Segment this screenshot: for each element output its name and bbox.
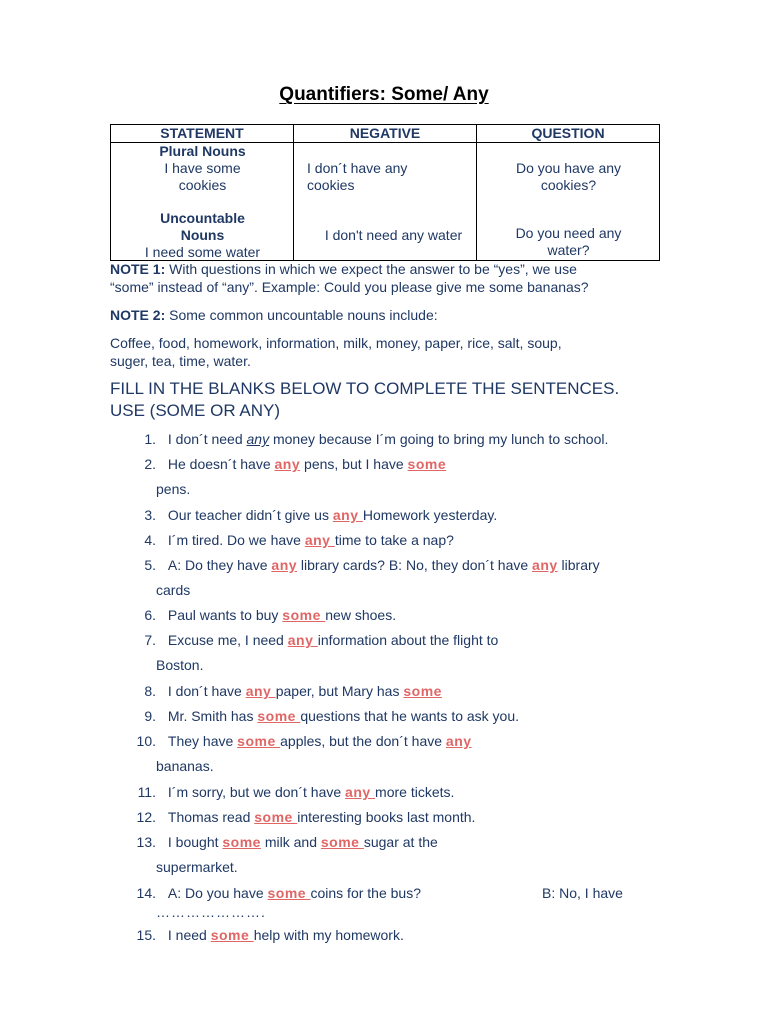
exercise-item-1	[130, 427, 660, 452]
item-text: They have	[167, 733, 238, 749]
answer-some: some	[407, 456, 447, 472]
note-1-label: NOTE 1:	[110, 261, 166, 277]
item-number: 8.	[144, 683, 156, 699]
answer-some: some	[257, 708, 301, 724]
item-text: library	[557, 557, 600, 573]
item-text: help with my homework.	[253, 927, 404, 943]
item-text: milk and	[260, 834, 321, 850]
answer-any: any	[304, 532, 335, 548]
item-text: I don´t have	[167, 683, 246, 699]
item-text: I need	[167, 927, 211, 943]
nouns-line1: Coffee, food, homework, information, milk, money, paper, rice, salt, soup,	[110, 335, 562, 351]
item-text: I´m sorry, but we don´t have	[167, 784, 346, 800]
exercise-item-12	[130, 805, 660, 830]
item-text-reply: B: No, I have	[542, 885, 623, 901]
exercise-item-4	[130, 528, 660, 553]
header-question: QUESTION	[477, 125, 660, 143]
answer-any: any	[245, 683, 276, 699]
exercise-item-6	[130, 603, 660, 628]
answer-any: any	[345, 784, 376, 800]
answer-any: any	[445, 733, 472, 749]
item-text: I don´t need	[167, 431, 247, 447]
item-text: paper, but Mary has	[275, 683, 404, 699]
item-number: 13.	[136, 834, 156, 850]
note-2-label: NOTE 2:	[110, 307, 166, 323]
negative-cell	[294, 143, 477, 261]
exercise-item-14	[130, 881, 660, 918]
quantifier-table	[110, 124, 660, 261]
item-number: 11.	[137, 784, 156, 800]
item-text: I bought	[167, 834, 223, 850]
item-text: apples, but the don´t have	[280, 733, 446, 749]
exercise-item-7	[130, 628, 660, 678]
item-text: time to take a nap?	[334, 532, 454, 548]
item-text: Homework yesterday.	[362, 507, 498, 523]
item-text: questions that he wants to ask you.	[300, 708, 520, 724]
item-number: 10.	[136, 733, 156, 749]
item-text: pens, but I have	[300, 456, 408, 472]
item-number: 9.	[144, 708, 156, 724]
exercise-item-15	[130, 923, 660, 948]
exercise-item-10	[130, 729, 660, 779]
plural-nouns-heading: Plural Nouns	[159, 143, 246, 159]
table-body-row	[111, 143, 660, 261]
item-text: sugar at the	[363, 834, 438, 850]
item-text: He doesn´t have	[167, 456, 275, 472]
answer-some: some	[222, 834, 261, 850]
item-text-continued: pens.	[156, 481, 191, 497]
item-text-continued: supermarket.	[156, 859, 238, 875]
note-1	[110, 260, 650, 296]
exercise-item-11	[130, 780, 660, 805]
item-number: 5.	[144, 557, 156, 573]
statement-cell	[111, 143, 294, 261]
answer-any: any	[332, 507, 363, 523]
negative-example-water: I don't need any water	[324, 227, 463, 243]
header-statement: STATEMENT	[111, 125, 294, 143]
item-text: coins for the bus?	[310, 885, 421, 901]
question-cell	[477, 143, 660, 261]
item-text: library cards? B: No, they don´t have	[297, 557, 533, 573]
answer-any: any	[274, 456, 301, 472]
item-text: Mr. Smith has	[167, 708, 258, 724]
item-text: I´m tired. Do we have	[167, 532, 305, 548]
item-text: A: Do they have	[167, 557, 272, 573]
question-example1-line1: Do you have any	[515, 160, 622, 176]
question-example2-line1: Do you need any	[515, 225, 622, 241]
item-text: new shoes.	[325, 607, 397, 623]
item-text: money because I´m going to bring my lunch to school.	[269, 431, 609, 447]
item-text: information about the flight to	[317, 632, 499, 648]
negative-example-line1: I don´t have any	[307, 160, 408, 176]
exercise-heading-line1: FILL IN THE BLANKS BELOW TO COMPLETE THE SENTENCES.	[110, 379, 620, 398]
exercise-item-2	[130, 452, 660, 502]
item-text: more tickets.	[375, 784, 455, 800]
item-number: 14.	[136, 885, 156, 901]
answer-some: some	[237, 733, 281, 749]
exercise-heading	[110, 378, 670, 422]
item-text: Thomas read	[167, 809, 255, 825]
answer-some: some	[282, 607, 326, 623]
exercise-item-5	[130, 553, 660, 603]
item-number: 15.	[136, 927, 156, 943]
exercise-item-3	[130, 503, 660, 528]
item-number: 2.	[144, 456, 156, 472]
note-2-text: Some common uncountable nouns include:	[165, 307, 438, 323]
plural-example-line1: I have some	[164, 160, 241, 176]
exercise-item-9	[130, 704, 660, 729]
answer-any: any	[271, 557, 298, 573]
answer-some: some	[254, 809, 298, 825]
uncountable-heading-line1: Uncountable	[160, 210, 245, 226]
answer-some: some	[320, 834, 364, 850]
question-example2-line2: water?	[547, 242, 590, 258]
exercise-heading-line2: USE (SOME OR ANY)	[110, 401, 281, 420]
note-1-line1: With questions in which we expect the answer to be “yes”, we use	[165, 261, 577, 277]
table-header-row	[111, 125, 660, 143]
answer-some: some	[210, 927, 254, 943]
nouns-line2: suger, tea, time, water.	[110, 353, 251, 369]
header-negative: NEGATIVE	[294, 125, 477, 143]
item-text: A: Do you have	[167, 885, 268, 901]
answer-any: any	[532, 557, 558, 573]
example-answer: any	[246, 431, 270, 447]
answer-some: some	[403, 683, 442, 699]
negative-example-line2: cookies	[307, 177, 355, 193]
exercise-item-13	[130, 830, 660, 880]
exercise-item-8	[130, 679, 660, 704]
uncountable-nouns-list	[110, 334, 650, 370]
item-text: Paul wants to buy	[167, 607, 283, 623]
uncountable-heading-line2: Nouns	[180, 227, 225, 243]
item-number: 1.	[144, 431, 156, 447]
item-number: 3.	[144, 507, 156, 523]
item-text: interesting books last month.	[297, 809, 476, 825]
item-text-continued: Boston.	[156, 657, 204, 673]
plural-example-line2: cookies	[178, 177, 227, 193]
answer-some: some	[267, 885, 311, 901]
item-number: 12.	[136, 809, 156, 825]
item-number: 6.	[144, 607, 156, 623]
page-title: Quantifiers: Some/ Any	[279, 84, 489, 105]
item-text: Excuse me, I need	[167, 632, 288, 648]
note-1-line2: “some” instead of “any”. Example: Could you please give me some bananas?	[110, 279, 589, 295]
answer-any: any	[287, 632, 318, 648]
uncountable-example: I need some water	[144, 244, 261, 260]
question-example1-line2: cookies?	[540, 177, 597, 193]
item-text-continued: cards	[156, 582, 191, 598]
item-text-continued: bananas.	[156, 758, 214, 774]
item-text: Our teacher didn´t give us	[167, 507, 333, 523]
item-number: 4.	[144, 532, 156, 548]
note-2	[110, 306, 650, 324]
item-number: 7.	[144, 632, 156, 648]
blank-dots: ………………….	[156, 904, 266, 920]
